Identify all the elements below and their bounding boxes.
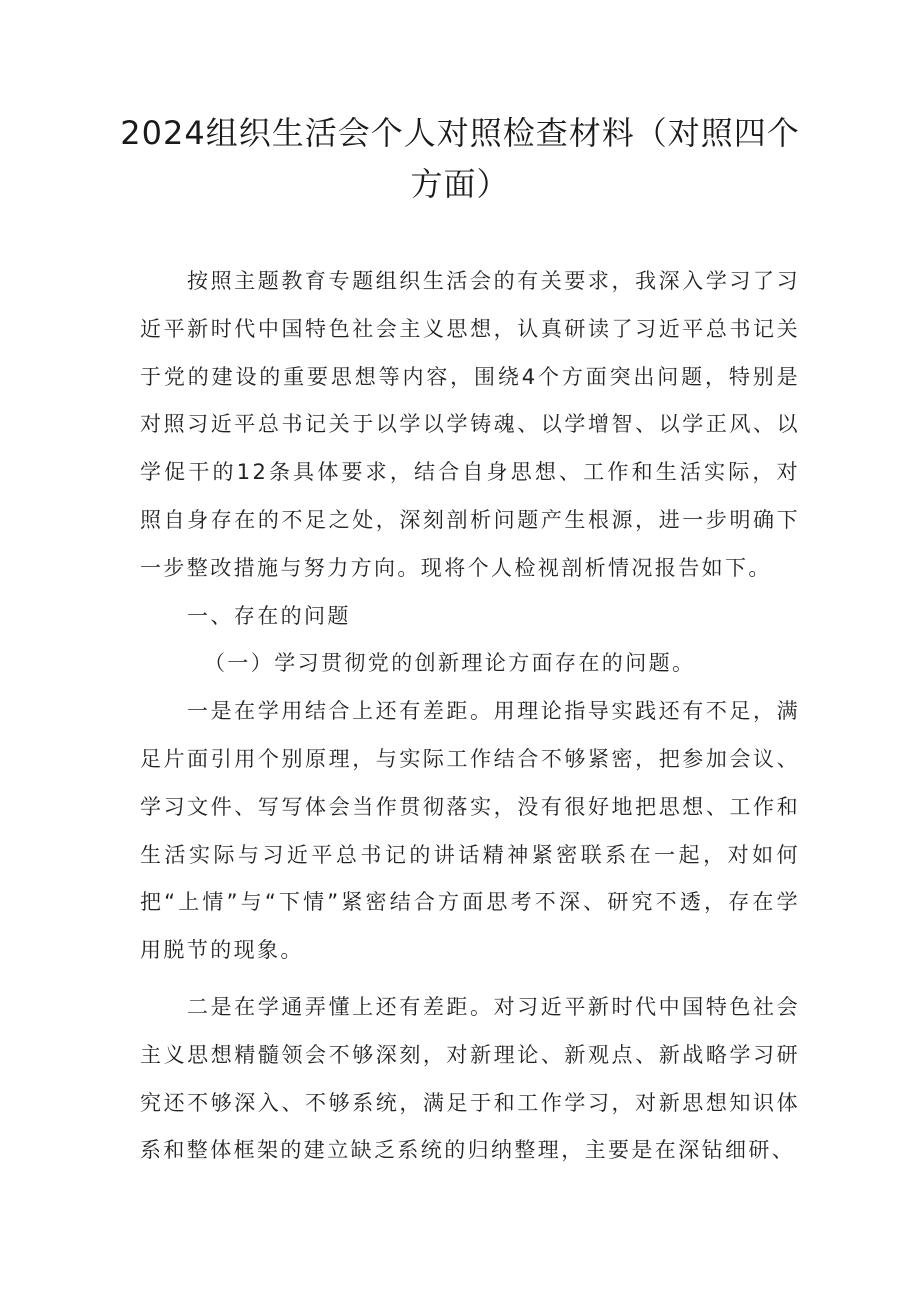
section-heading: 一、存在的问题 xyxy=(187,603,351,628)
document-title: 2024组织生活会个人对照检查材料（对照四个方面） xyxy=(120,114,800,203)
problem-paragraph-1: 一是在学用结合上还有差距。用理论指导实践还有不足，满足片面引用个别原理，与实际工作结合不够紧密，把参加会议、学习文件、写写体会当作贯彻落实，没有很好地把思想、工作和生活实际与习近平总书记的讲话精神紧密联系在一起，对如何把“上情”与“下情”紧密结合方面思考不深、研究不透，存在学用脱节的现象。 xyxy=(140,699,800,963)
problem-paragraph-2: 二是在学通弄懂上还有差距。对习近平新时代中国特色社会主义思想精髓领会不够深刻，对新理论、新观点、新战略学习研究还不够深入、不够系统，满足于和工作学习，对新思想知识体系和整体框架的建立缺乏系统的归纳整理，主要是在深钻细研、 xyxy=(140,994,800,1163)
subsection-heading: （一）学习贯彻党的创新理论方面存在的问题。 xyxy=(204,651,696,676)
document-body xyxy=(140,258,800,1175)
intro-paragraph: 按照主题教育专题组织生活会的有关要求，我深入学习了习近平新时代中国特色社会主义思想，认真研读了习近平总书记关于党的建设的重要思想等内容，围绕4个方面突出问题，特别是对照习近平总书记关于以学以学铸魂、以学增智、以学正风、以学促干的12条具体要求，结合自身思想、工作和生活实际，对照自身存在的不足之处，深刻剖析问题产生根源，进一步明确下一步整改措施与努力方向。现将个人检视剖析情况报告如下。 xyxy=(140,269,800,580)
